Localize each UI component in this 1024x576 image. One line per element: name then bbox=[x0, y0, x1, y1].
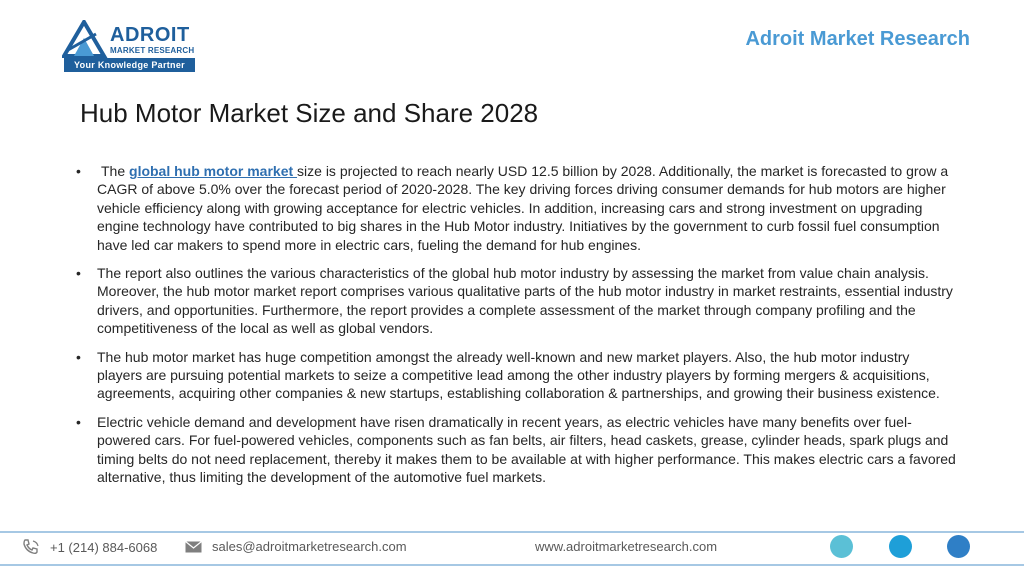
company-logo[interactable] bbox=[62, 20, 197, 74]
page-title: Hub Motor Market Size and Share 2028 bbox=[80, 98, 539, 128]
global-hub-motor-market-link[interactable]: global hub motor market bbox=[129, 163, 298, 179]
list-item bbox=[76, 162, 956, 254]
bullet-text: The hub motor market has huge competition amongst the already well-known and new market players. Also, the hub motor industry players are pursuing potential markets to seize a competitive lead among the other industry players by forming mergers & acquisitions, agreements, acquiring other companies & new startups, establishing collaboration & partnerships, and growing their business existence. bbox=[97, 348, 940, 402]
footer-bottom-line bbox=[0, 564, 1024, 566]
logo-subtitle: MARKET RESEARCH bbox=[110, 46, 195, 55]
company-name: Adroit Market Research bbox=[745, 28, 970, 50]
website-url: www.adroitmarketresearch.com bbox=[535, 539, 718, 554]
decor-circle-2 bbox=[889, 535, 912, 558]
bullet-list bbox=[76, 162, 956, 487]
decor-circle-1 bbox=[830, 535, 853, 558]
logo-triangle-icon bbox=[62, 20, 110, 58]
email-address: sales@adroitmarketresearch.com bbox=[212, 539, 407, 554]
phone-number: +1 (214) 884-6068 bbox=[50, 539, 158, 555]
footer-email[interactable] bbox=[185, 539, 407, 554]
slide-content bbox=[76, 162, 956, 497]
bullet-text-pre: The bbox=[101, 163, 130, 179]
bullet-text: The report also outlines the various characteristics of the global hub motor industry by assessing the market from value chain analysis. Moreover, the hub motor market report comprises various qualitative parts of the hub motor industry in market restraints, essential industry drivers, and opportunities. Furthermore, the report provides a complete assessment of the market through company profiling and the competitiveness of the local as well as global vendors. bbox=[97, 265, 953, 337]
bullet-text: size is projected to reach nearly USD 12.5 billion by 2028. Additionally, the market is forecasted to grow a CAGR of above 5.0% over the forecast period of 2020-2028. The key driving forces driving consumer demands for hub motors are higher vehicle efficiency along with growing acceptance for electric vehicles. In addition, increasing cars and strong investment on upgrading engine technology have contributed to big shares in the Hub Motor industry. Initiatives by the government to curb fossil fuel consumption have led car makers to spend more in electric cars, fueling the demand for hub engines. bbox=[97, 163, 949, 253]
bullet-icon: • bbox=[76, 163, 81, 179]
bullet-icon: • bbox=[76, 413, 81, 430]
decor-circle-3 bbox=[947, 535, 970, 558]
list-item bbox=[76, 413, 956, 487]
bullet-icon: • bbox=[76, 265, 81, 282]
footer-website[interactable] bbox=[535, 539, 717, 554]
list-item bbox=[76, 264, 956, 338]
logo-tagline: Your Knowledge Partner bbox=[64, 58, 195, 72]
bullet-icon: • bbox=[76, 348, 81, 365]
mail-icon bbox=[185, 541, 202, 553]
list-item bbox=[76, 348, 956, 403]
footer bbox=[0, 534, 1024, 560]
bullet-text: Electric vehicle demand and development have risen dramatically in recent years, as electric vehicles have many benefits over fuel-powered cars. For fuel-powered vehicles, components such as fan belts, air filters, head caskets, grease, cylinder heads, spark plugs and timing belts do not need replacement, thereby it makes them to be available at with higher performance. This makes electric cars a favored alternative, thus limiting the development of the automotive fuel markets. bbox=[97, 413, 956, 486]
footer-phone[interactable] bbox=[22, 539, 157, 555]
logo-name: ADROIT bbox=[110, 24, 190, 46]
footer-divider bbox=[0, 531, 1024, 533]
phone-icon bbox=[22, 539, 40, 555]
